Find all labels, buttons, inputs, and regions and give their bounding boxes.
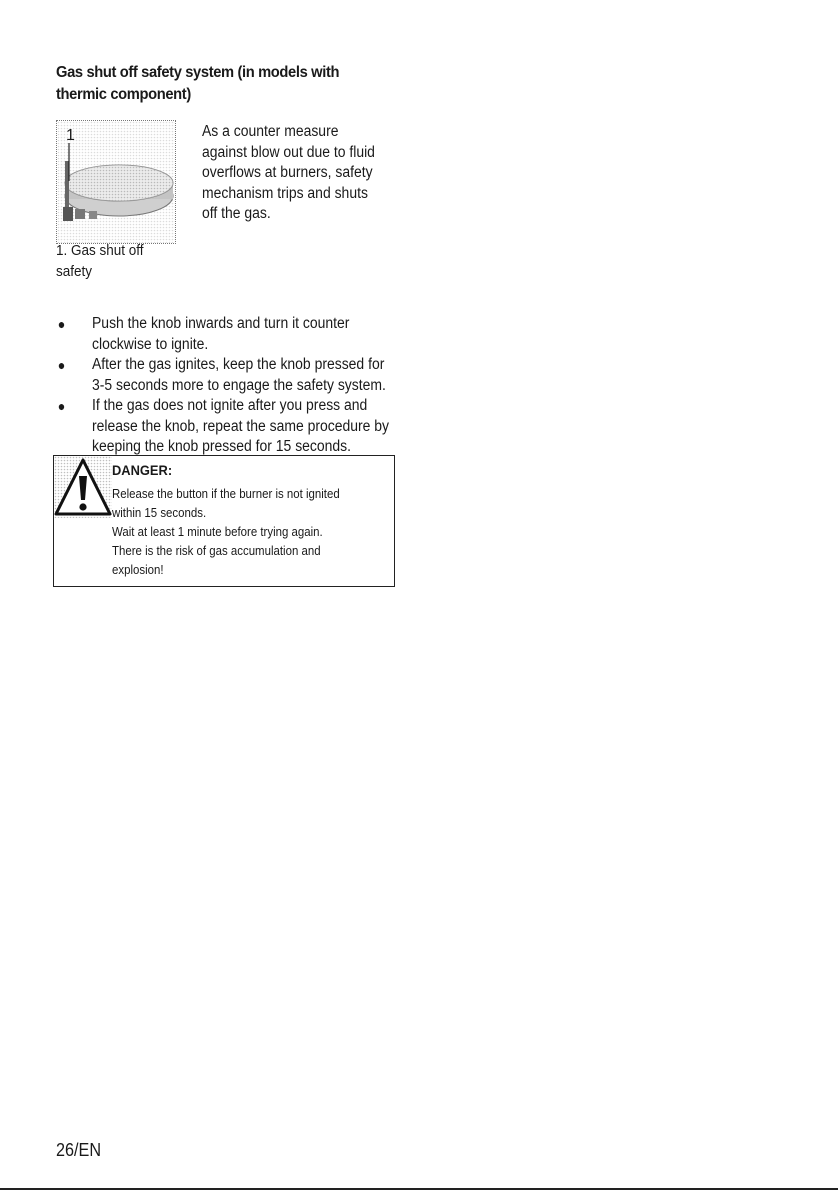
intro-line: off the gas. — [202, 205, 271, 222]
burner-figure — [56, 120, 176, 244]
list-item — [56, 355, 398, 396]
bullet-icon: ● — [57, 398, 66, 414]
section-heading-line1: Gas shut off safety system (in models with — [56, 64, 340, 81]
danger-line: Release the button if the burner is not ignited — [112, 486, 340, 501]
list-item-line: Push the knob inwards and turn it counter — [92, 315, 350, 332]
danger-line: Wait at least 1 minute before trying again. — [112, 524, 323, 539]
bullet-icon: ● — [57, 357, 66, 373]
page-bottom-rule — [0, 1188, 838, 1190]
page-number: 26/EN — [56, 1140, 102, 1160]
list-item — [56, 314, 398, 355]
intro-paragraph — [202, 122, 382, 225]
list-item-line: After the gas ignites, keep the knob pressed for — [92, 356, 385, 373]
list-item-line: release the knob, repeat the same procedure by — [92, 417, 390, 435]
figure-caption — [56, 240, 173, 282]
intro-line: against blow out due to fluid — [202, 143, 375, 161]
list-item-line: If the gas does not ignite after you press and — [92, 397, 368, 414]
section-heading — [56, 62, 369, 106]
danger-warning-box — [53, 455, 395, 587]
danger-line: There is the risk of gas accumulation and — [112, 543, 321, 558]
list-item — [56, 396, 398, 458]
figure-caption-line2: safety — [56, 263, 93, 280]
list-item-line: clockwise to ignite. — [92, 335, 209, 353]
danger-line: explosion! — [112, 562, 164, 577]
intro-line: mechanism trips and shuts — [202, 184, 368, 202]
bullet-icon: ● — [57, 316, 66, 332]
intro-line: overflows at burners, safety — [202, 164, 373, 181]
instruction-list — [56, 314, 398, 458]
danger-line: within 15 seconds. — [112, 505, 207, 520]
danger-text — [112, 484, 385, 579]
list-item-line: 3-5 seconds more to engage the safety system. — [92, 376, 386, 394]
figure-caption-line1: 1. Gas shut off — [56, 242, 144, 259]
list-item-line: keeping the knob pressed for 15 seconds. — [92, 438, 352, 455]
section-heading-line2: thermic component) — [56, 86, 191, 103]
warning-triangle-icon — [54, 456, 112, 518]
intro-line: As a counter measure — [202, 123, 339, 140]
danger-title: DANGER: — [112, 462, 173, 478]
figure-callout-number: 1 — [66, 127, 75, 144]
